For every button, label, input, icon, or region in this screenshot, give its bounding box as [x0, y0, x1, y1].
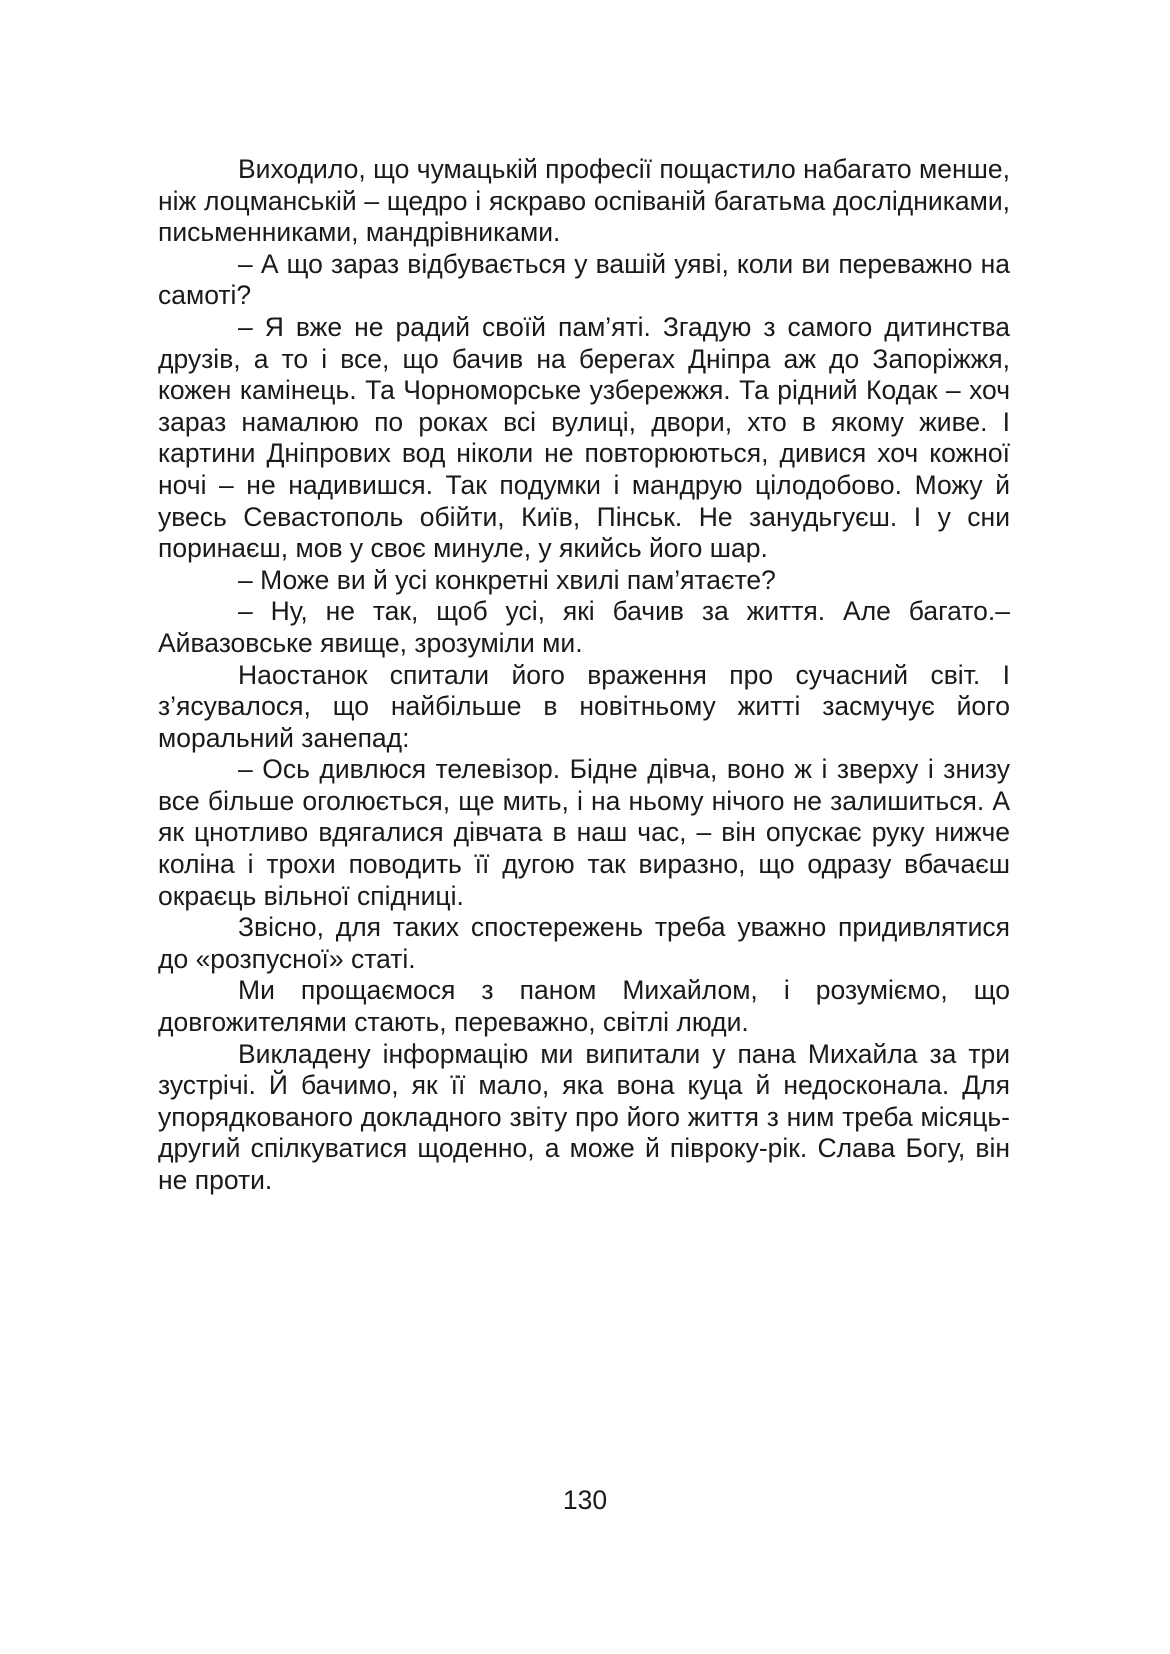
- paragraph-4: – Може ви й усі конкретні хвилі пам’ятаєте?: [238, 564, 776, 595]
- paragraph-9: Ми прощаємося з паном Михайлом, і розуміємо, що довгожителями стають, переважно, світлі люди.: [158, 975, 1010, 1038]
- paragraph-5: – Ну, не так, щоб усі, які бачив за життя. Але багато.– Айвазовське явище, зрозуміли ми.: [158, 596, 1010, 658]
- paragraph-3: – Я вже не радий своїй пам’яті. Згадую з самого дитинства друзів, а то і все, що бачив на берегах Дніпра аж до Запоріжжя, кожен камінець. Та Чорноморське узбережжя. Та рідний Кодак – хоч зараз намалюю по роках всі вулиці, двори, хто в якому живе. І картини Дніпрових вод ніколи не повторюються, дивися хоч кожної ночі – не надивишся. Так подумки і мандрую цілодобово. Можу й увесь Севастополь обійти, Київ, Пінськ. Не занудьгуєш. І у сни поринаєш, мов у своє минуле, у якийсь його шар.: [158, 311, 1010, 564]
- page-number: 130: [562, 1485, 608, 1515]
- paragraph-1: Виходило, що чумацькій професії пощастило набагато менше, ніж лоцманській – щедро і яскраво оспіваній багатьма дослідниками, письменниками, мандрівниками.: [158, 154, 1010, 248]
- paragraph-2: – А що зараз відбувається у вашій уяві, коли ви переважно на самоті?: [158, 248, 1010, 311]
- body-text: [158, 154, 1010, 1197]
- paragraph-8: Звісно, для таких спостережень треба уважно придивлятися до «розпусної» статі.: [158, 912, 1010, 974]
- paragraph-6: Наостанок спитали його враження про сучасний світ. І з’ясувалося, що найбільше в новітньому житті засмучує його моральний занепад:: [158, 659, 1010, 753]
- paragraph-10: Викладену інформацію ми випитали у пана Михайла за три зустрічі. Й бачимо, як її мало, яка вона куца й недосконала. Для упорядкованого докладного звіту про його життя з ним треба місяць-другий спілкуватися щоденно, а може й півроку-рік. Слава Богу, він не проти.: [158, 1038, 1010, 1195]
- paragraph-7: – Ось дивлюся телевізор. Бідне дівча, воно ж і зверху і знизу все більше оголюється, ще мить, і на ньому нічого не залишиться. А як цнотливо вдягалися дівчата в наш час, – він опускає руку нижче коліна і трохи поводить її дугою так виразно, що одразу вбачаєш окраєць вільної спідниці.: [158, 754, 1010, 911]
